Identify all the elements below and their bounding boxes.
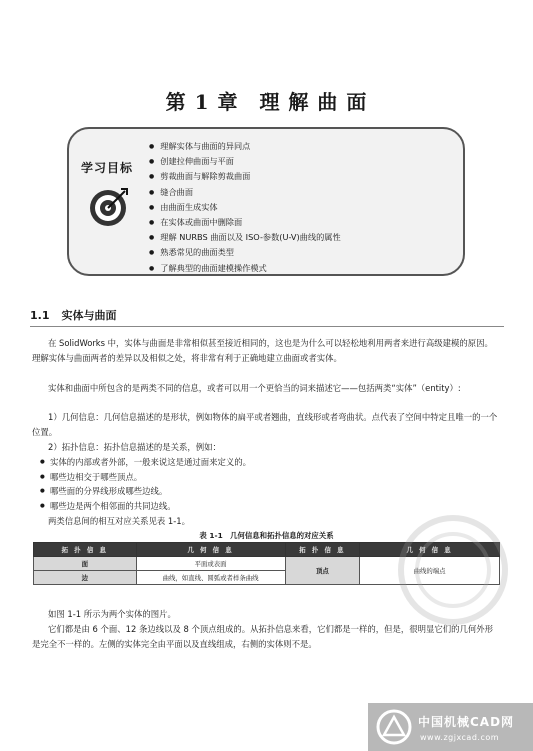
site-logo[interactable] (368, 703, 533, 751)
paragraph: 在 SolidWorks 中，实体与曲面是非常相似甚至接近相同的，这也是为什么可以轻松地利用两者来进行高级建模的原因。理解实体与曲面两者的差异以及相似之处，将非常有利于正确地建立曲面或者实体。 (32, 338, 493, 363)
table-header: 几 何 信 息 (360, 543, 500, 557)
section-title: 实体与曲面 (61, 309, 117, 322)
paragraph: 1）几何信息：几何信息描述的是形状，例如物体的扁平或者翘曲，直线形或者弯曲状。点代表了空间中特定且唯一的一个位置。 (32, 412, 498, 437)
list-item: ● 哪些边相交于哪些顶点。 (32, 470, 500, 485)
goal-item: ● 由曲面生成实体 (149, 200, 341, 215)
goal-item: ● 理解实体与曲面的异同点 (149, 139, 341, 154)
logo-url: www.zgjxcad.com (420, 733, 500, 742)
paragraph: 如图 1-1 所示为两个实体的图片。 (48, 609, 176, 619)
learning-goals-box (67, 127, 465, 276)
table-header: 几 何 信 息 (136, 543, 285, 557)
goal-item: ● 理解 NURBS 曲面以及 ISO-参数(U-V)曲线的属性 (149, 230, 341, 245)
paragraph: 两类信息间的相互对应关系见表 1-1。 (48, 516, 190, 526)
watermark-graphic (393, 495, 513, 645)
table-caption: 表 1-1 几何信息和拓扑信息的对应关系 (199, 531, 334, 540)
section-heading (30, 307, 117, 323)
logo-emblem-icon (376, 709, 412, 745)
goal-item: ● 了解典型的曲面建模操作模式 (149, 261, 341, 276)
table-cell: 曲线，如直线、圆弧或者样条曲线 (136, 571, 285, 585)
table-cell: 面 (34, 557, 137, 571)
list-item: ● 哪些面的分界线形成哪些边线。 (32, 484, 500, 499)
goals-label: 学习目标 (81, 161, 134, 175)
paragraph: 实体和曲面中所包含的是两类不同的信息，或者可以用一个更恰当的词来描述它——包括两类“实体”（entity）: (48, 383, 461, 393)
table-cell: 边 (34, 571, 137, 585)
goals-list (149, 139, 341, 276)
paragraph: 2）拓扑信息：拓扑信息描述的是关系，例如： (48, 442, 221, 452)
goal-item: ● 在实体或曲面中删除面 (149, 215, 341, 230)
table-header: 拓 扑 信 息 (34, 543, 137, 557)
section-number: 1.1 (30, 309, 50, 322)
goals-header (69, 129, 149, 274)
list-item: ● 实体的内部或者外部，一般来说这是通过面来定义的。 (32, 455, 500, 470)
paragraph: 它们都是由 6 个面、12 条边线以及 8 个顶点组成的。从拓扑信息来看，它们都是一样的，但是，很明显它们的几何外形是完全不一样的。左侧的实体完全由平面以及直线组成，右侧的实体则不是。 (32, 624, 493, 649)
goal-item: ● 剪裁曲面与解除剪裁曲面 (149, 169, 341, 184)
target-icon (87, 187, 129, 229)
chapter-title: 第 1 章 理 解 曲 面 (165, 90, 368, 114)
table-cell: 顶点 (285, 557, 360, 585)
goal-item: ● 缝合曲面 (149, 185, 341, 200)
logo-name: 中国机械CAD网 (418, 715, 515, 729)
table-cell: 平面或表面 (136, 557, 285, 571)
table-cell: 曲线的端点 (360, 557, 500, 585)
section-divider (30, 326, 504, 327)
list-item: ● 哪些边是两个相邻面的共同边线。 (32, 499, 500, 514)
goal-item: ● 创建拉伸曲面与平面 (149, 154, 341, 169)
table-header: 拓 扑 信 息 (285, 543, 360, 557)
goal-item: ● 熟悉常见的曲面类型 (149, 245, 341, 260)
